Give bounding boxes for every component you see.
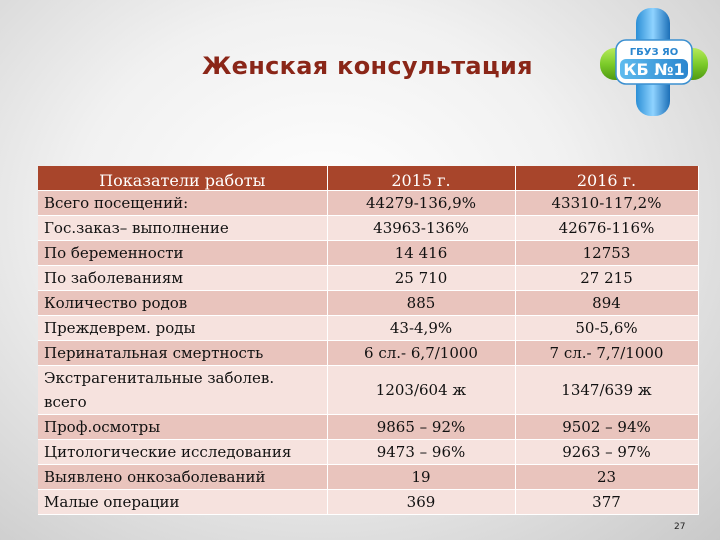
- table-row: [38, 216, 698, 241]
- table-row: [38, 266, 698, 291]
- value-2016: 43310-117,2%: [515, 191, 698, 216]
- value-2015: 9473 – 96%: [327, 440, 515, 465]
- table-header-row: [38, 166, 698, 191]
- logo-line1: ГБУЗ ЯО: [629, 47, 679, 58]
- value-2016: 1347/639 ж: [515, 366, 698, 415]
- table-row: [38, 366, 698, 415]
- value-2016: 27 215: [515, 266, 698, 291]
- value-2015: 43-4,9%: [327, 316, 515, 341]
- value-2016: 12753: [515, 241, 698, 266]
- row-label: По заболеваниям: [38, 266, 327, 291]
- value-2015: 1203/604 ж: [327, 366, 515, 415]
- table-row: [38, 191, 698, 216]
- header-2016: 2016 г.: [515, 166, 698, 191]
- value-2015: 6 сл.- 6,7/1000: [327, 341, 515, 366]
- table-row: [38, 291, 698, 316]
- table-row: [38, 490, 698, 515]
- row-label: Гос.заказ– выполнение: [38, 216, 327, 241]
- table-row: [38, 341, 698, 366]
- table-row: [38, 316, 698, 341]
- table-row: [38, 440, 698, 465]
- medical-cross-logo-icon: [598, 6, 710, 118]
- row-label: [38, 366, 327, 415]
- row-label: По беременности: [38, 241, 327, 266]
- row-label: Цитологические исследования: [38, 440, 327, 465]
- value-2015: 44279-136,9%: [327, 191, 515, 216]
- table-row: [38, 415, 698, 440]
- value-2015: 19: [327, 465, 515, 490]
- value-2016: 9502 – 94%: [515, 415, 698, 440]
- value-2015: 369: [327, 490, 515, 515]
- row-label: Всего посещений:: [38, 191, 327, 216]
- header-2015: 2015 г.: [327, 166, 515, 191]
- value-2015: 885: [327, 291, 515, 316]
- row-label: Количество родов: [38, 291, 327, 316]
- logo-line2: КБ №1: [623, 60, 685, 79]
- table-row: [38, 241, 698, 266]
- row-label: Выявлено онкозаболеваний: [38, 465, 327, 490]
- page-title: Женская консультация: [202, 52, 533, 80]
- row-label-line2: всего: [44, 393, 87, 411]
- value-2016: 9263 – 97%: [515, 440, 698, 465]
- value-2016: 377: [515, 490, 698, 515]
- row-label: Перинатальная смертность: [38, 341, 327, 366]
- value-2016: 7 сл.- 7,7/1000: [515, 341, 698, 366]
- row-label: Малые операции: [38, 490, 327, 515]
- table-row: [38, 465, 698, 490]
- value-2016: 23: [515, 465, 698, 490]
- value-2015: 43963-136%: [327, 216, 515, 241]
- row-label-line1: Экстрагенитальные заболев.: [44, 369, 275, 387]
- page-number: 27: [674, 522, 686, 532]
- value-2015: 25 710: [327, 266, 515, 291]
- row-label: Преждеврем. роды: [38, 316, 327, 341]
- value-2016: 42676-116%: [515, 216, 698, 241]
- value-2015: 14 416: [327, 241, 515, 266]
- indicators-table: [38, 166, 699, 515]
- header-indicators: Показатели работы: [38, 166, 327, 191]
- value-2016: 894: [515, 291, 698, 316]
- row-label: Проф.осмотры: [38, 415, 327, 440]
- value-2015: 9865 – 92%: [327, 415, 515, 440]
- value-2016: 50-5,6%: [515, 316, 698, 341]
